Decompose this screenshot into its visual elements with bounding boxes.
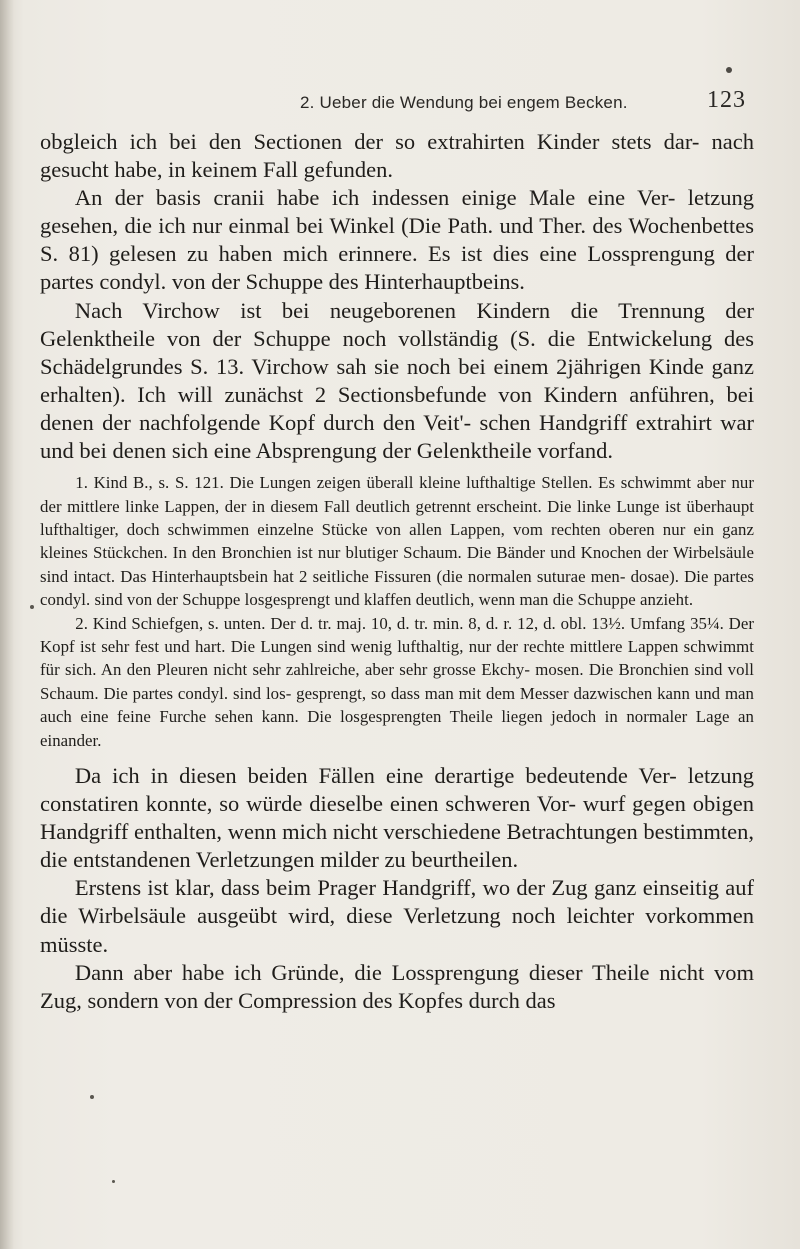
ink-speck-icon	[112, 1180, 115, 1183]
page-number: 123	[707, 87, 746, 113]
case-report-1: 1. Kind B., s. S. 121. Die Lungen zeigen überall kleine lufthaltige Stellen. Es schwimmt aber nur der mittlere linke Lappen, der in diesem Fall deutlich getrennt erscheint. Die linke Lunge ist überhaupt lufthaltiger, doch schwimmen einzelne Stücke von allen Lappen, vom rechten oberen nur ein ganz kleines Stückchen. In den Bronchien ist nur blutiger Schaum. Die Bänder und Knochen der Wirbelsäule sind intact. Das Hinterhauptsbein hat 2 seitliche Fissuren (die normalen suturae men- dosae). Die partes condyl. sind von der Schuppe losgesprengt und klaffen deutlich, wenn man die Schuppe anzieht.	[40, 473, 754, 610]
page-binding-shadow	[0, 0, 14, 1249]
paragraph-virchow: Nach Virchow ist bei neugeborenen Kindern die Trennung der Gelenktheile von der Schuppe noch vollständig (S. die Entwickelung des Schädelgrundes S. 13. Virchow sah sie noch bei einem 2jährigen Kinde ganz erhalten). Ich will zunächst 2 Sectionsbefunde von Kindern anführen, bei denen der nachfolgende Kopf durch den Veit'- schen Handgriff extrahirt war und bei denen sich eine Absprengung der Gelenktheile vorfand.	[40, 297, 754, 464]
paragraph-first-reason: Erstens ist klar, dass beim Prager Handgriff, wo der Zug ganz einseitig auf die Wirbelsäule ausgeübt wird, diese Verletzung noch leichter vorkommen müsste.	[40, 875, 754, 957]
running-header	[40, 85, 760, 119]
paragraph-assessment: Da ich in diesen beiden Fällen eine derartige bedeutende Ver- letzung constatiren konnte, so würde dieselbe einen schweren Vor- wurf gegen obigen Handgriff enthalten, wenn mich nicht verschiedene Betrachtungen bestimmten, die entstandenen Verletzungen milder zu beurtheilen.	[40, 763, 754, 873]
paragraph-continued: obgleich ich bei den Sectionen der so extrahirten Kinder stets dar- nach gesucht habe, in keinem Fall gefunden.	[40, 129, 754, 183]
paragraph-basis-cranii: An der basis cranii habe ich indessen einige Male eine Ver- letzung gesehen, die ich nur einmal bei Winkel (Die Path. und Ther. des Wochenbettes S. 81) gelesen zu haben mich erinnere. Es ist dies eine Lossprengung der partes condyl. von der Schuppe des Hinterhauptbeins.	[40, 185, 754, 295]
ink-speck-icon	[30, 605, 34, 609]
case-reports	[40, 471, 754, 752]
paragraph-second-reason: Dann aber habe ich Gründe, die Lossprengung dieser Theile nicht vom Zug, sondern von der Compression des Kopfes durch das	[40, 959, 754, 1013]
running-title: 2. Ueber die Wendung bei engem Becken.	[300, 93, 628, 112]
page-body	[40, 128, 754, 1015]
case-report-2: 2. Kind Schiefgen, s. unten. Der d. tr. maj. 10, d. tr. min. 8, d. r. 12, d. obl. 13½. Umfang 35¼. Der Kopf ist sehr fest und hart. Die Lungen sind wenig lufthaltig, nur der rechte mittlere Lappen schwimmt für sich. An den Pleuren nicht sehr zahlreiche, aber sehr grosse Ekchy- mosen. Die Bronchien sind voll Schaum. Die partes condyl. sind los- gesprengt, so dass man mit dem Messer dazwischen kann und man auch eine feine Furche sehen kann. Die losgesprengten Theile liegen jedoch in normaler Lage an einander.	[40, 613, 754, 750]
ink-mark-icon	[726, 67, 732, 73]
ink-speck-icon	[90, 1095, 94, 1099]
